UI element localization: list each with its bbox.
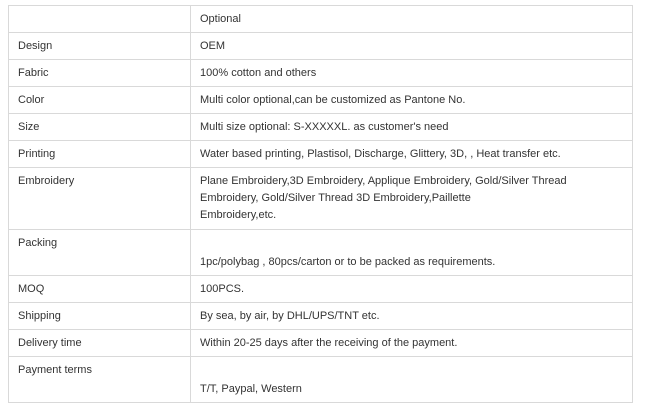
row-value-shipping: By sea, by air, by DHL/UPS/TNT etc.: [191, 303, 633, 330]
row-label-moq: MOQ: [9, 276, 191, 303]
row-label: [9, 6, 191, 33]
embroidery-line: Embroidery,etc.: [200, 209, 277, 221]
table-row: [9, 33, 633, 60]
table-row: [9, 330, 633, 357]
table-row: [9, 114, 633, 141]
row-value-fabric: 100% cotton and others: [191, 60, 633, 87]
table-row: [9, 276, 633, 303]
row-value-printing: Water based printing, Plastisol, Discharge, Glittery, 3D, , Heat transfer etc.: [191, 141, 633, 168]
table-row: [9, 6, 633, 33]
embroidery-line: Embroidery, Gold/Silver Thread 3D Embroidery,Paillette: [200, 192, 471, 204]
row-label-size: Size: [9, 114, 191, 141]
row-value-design: OEM: [191, 33, 633, 60]
table-row: [9, 60, 633, 87]
row-value-embroidery: [191, 168, 633, 230]
row-label-printing: Printing: [9, 141, 191, 168]
table-row: [9, 168, 633, 230]
table-row: [9, 357, 633, 403]
row-label-color: Color: [9, 87, 191, 114]
row-label-shipping: Shipping: [9, 303, 191, 330]
row-label-design: Design: [9, 33, 191, 60]
row-label-delivery-time: Delivery time: [9, 330, 191, 357]
product-spec-table: [8, 5, 633, 403]
row-value-delivery-time: Within 20-25 days after the receiving of the payment.: [191, 330, 633, 357]
row-value-payment-terms: T/T, Paypal, Western: [191, 357, 633, 403]
row-label-embroidery: Embroidery: [9, 168, 191, 230]
table-row: [9, 303, 633, 330]
row-value: Optional: [191, 6, 633, 33]
row-label-payment-terms: Payment terms: [9, 357, 191, 403]
row-label-fabric: Fabric: [9, 60, 191, 87]
table-row: [9, 230, 633, 276]
table-row: [9, 141, 633, 168]
row-value-size: Multi size optional: S-XXXXXL. as customer's need: [191, 114, 633, 141]
table-row: [9, 87, 633, 114]
embroidery-line: Plane Embroidery,3D Embroidery, Applique Embroidery, Gold/Silver Thread: [200, 175, 567, 187]
row-value-packing: 1pc/polybag , 80pcs/carton or to be packed as requirements.: [191, 230, 633, 276]
row-label-packing: Packing: [9, 230, 191, 276]
row-value-color: Multi color optional,can be customized as Pantone No.: [191, 87, 633, 114]
row-value-moq: 100PCS.: [191, 276, 633, 303]
